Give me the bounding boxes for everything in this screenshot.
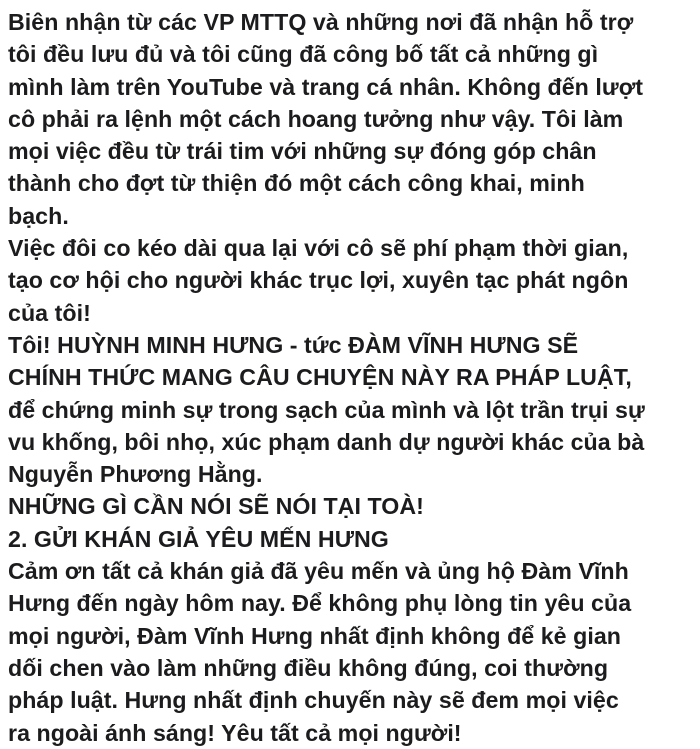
text-line: tạo cơ hội cho người khác trục lợi, xuyên tạc phát ngôn [8, 267, 629, 294]
text-line: Nguyễn Phương Hằng. [8, 461, 263, 488]
text-line: NHỮNG GÌ CẦN NÓI SẼ NÓI TẠI TOÀ! [8, 493, 424, 520]
text-line: tôi đều lưu đủ và tôi cũng đã công bố tất cả những gì [8, 41, 599, 68]
text-line: mình làm trên YouTube và trang cá nhân. Không đến lượt [8, 73, 644, 100]
text-line: để chứng minh sự trong sạch của mình và lột trần trụi sự [8, 396, 645, 423]
text-line: mọi việc đều từ trái tim với những sự đóng góp chân [8, 138, 597, 165]
text-line: dối chen vào làm những điều không đúng, coi thường [8, 654, 609, 681]
text-line: Việc đôi co kéo dài qua lại với cô sẽ phí phạm thời gian, [8, 235, 629, 262]
text-line: pháp luật. Hưng nhất định chuyến này sẽ đem mọi việc [8, 687, 619, 714]
text-line: Biên nhận từ các VP MTTQ và những nơi đã nhận hỗ trợ [8, 9, 634, 35]
text-line: vu khống, bôi nhọ, xúc phạm danh dự người khác của bà [8, 428, 645, 455]
text-line: 2. GỬI KHÁN GIẢ YÊU MẾN HƯNG [8, 525, 389, 552]
text-line: Hưng đến ngày hôm nay. Để không phụ lòng tin yêu của [8, 590, 632, 617]
text-line: cô phải ra lệnh một cách hoang tưởng như vậy. Tôi làm [8, 105, 624, 132]
text-line: ra ngoài ánh sáng! Yêu tất cả mọi người! [8, 719, 462, 746]
text-line: thành cho đợt từ thiện đó một cách công khai, minh [8, 170, 585, 197]
text-line: bạch. [8, 202, 69, 229]
text-line: CHÍNH THỨC MANG CÂU CHUYỆN NÀY RA PHÁP LUẬT, [8, 364, 632, 391]
text-line: Cảm ơn tất cả khán giả đã yêu mến và ủng hộ Đàm Vĩnh [8, 558, 629, 585]
text-line: mọi người, Đàm Vĩnh Hưng nhất định không để kẻ gian [8, 622, 621, 649]
text-line: của tôi! [8, 299, 91, 326]
text-line: Tôi! HUỲNH MINH HƯNG - tức ĐÀM VĨNH HƯNG SẼ [8, 331, 579, 358]
